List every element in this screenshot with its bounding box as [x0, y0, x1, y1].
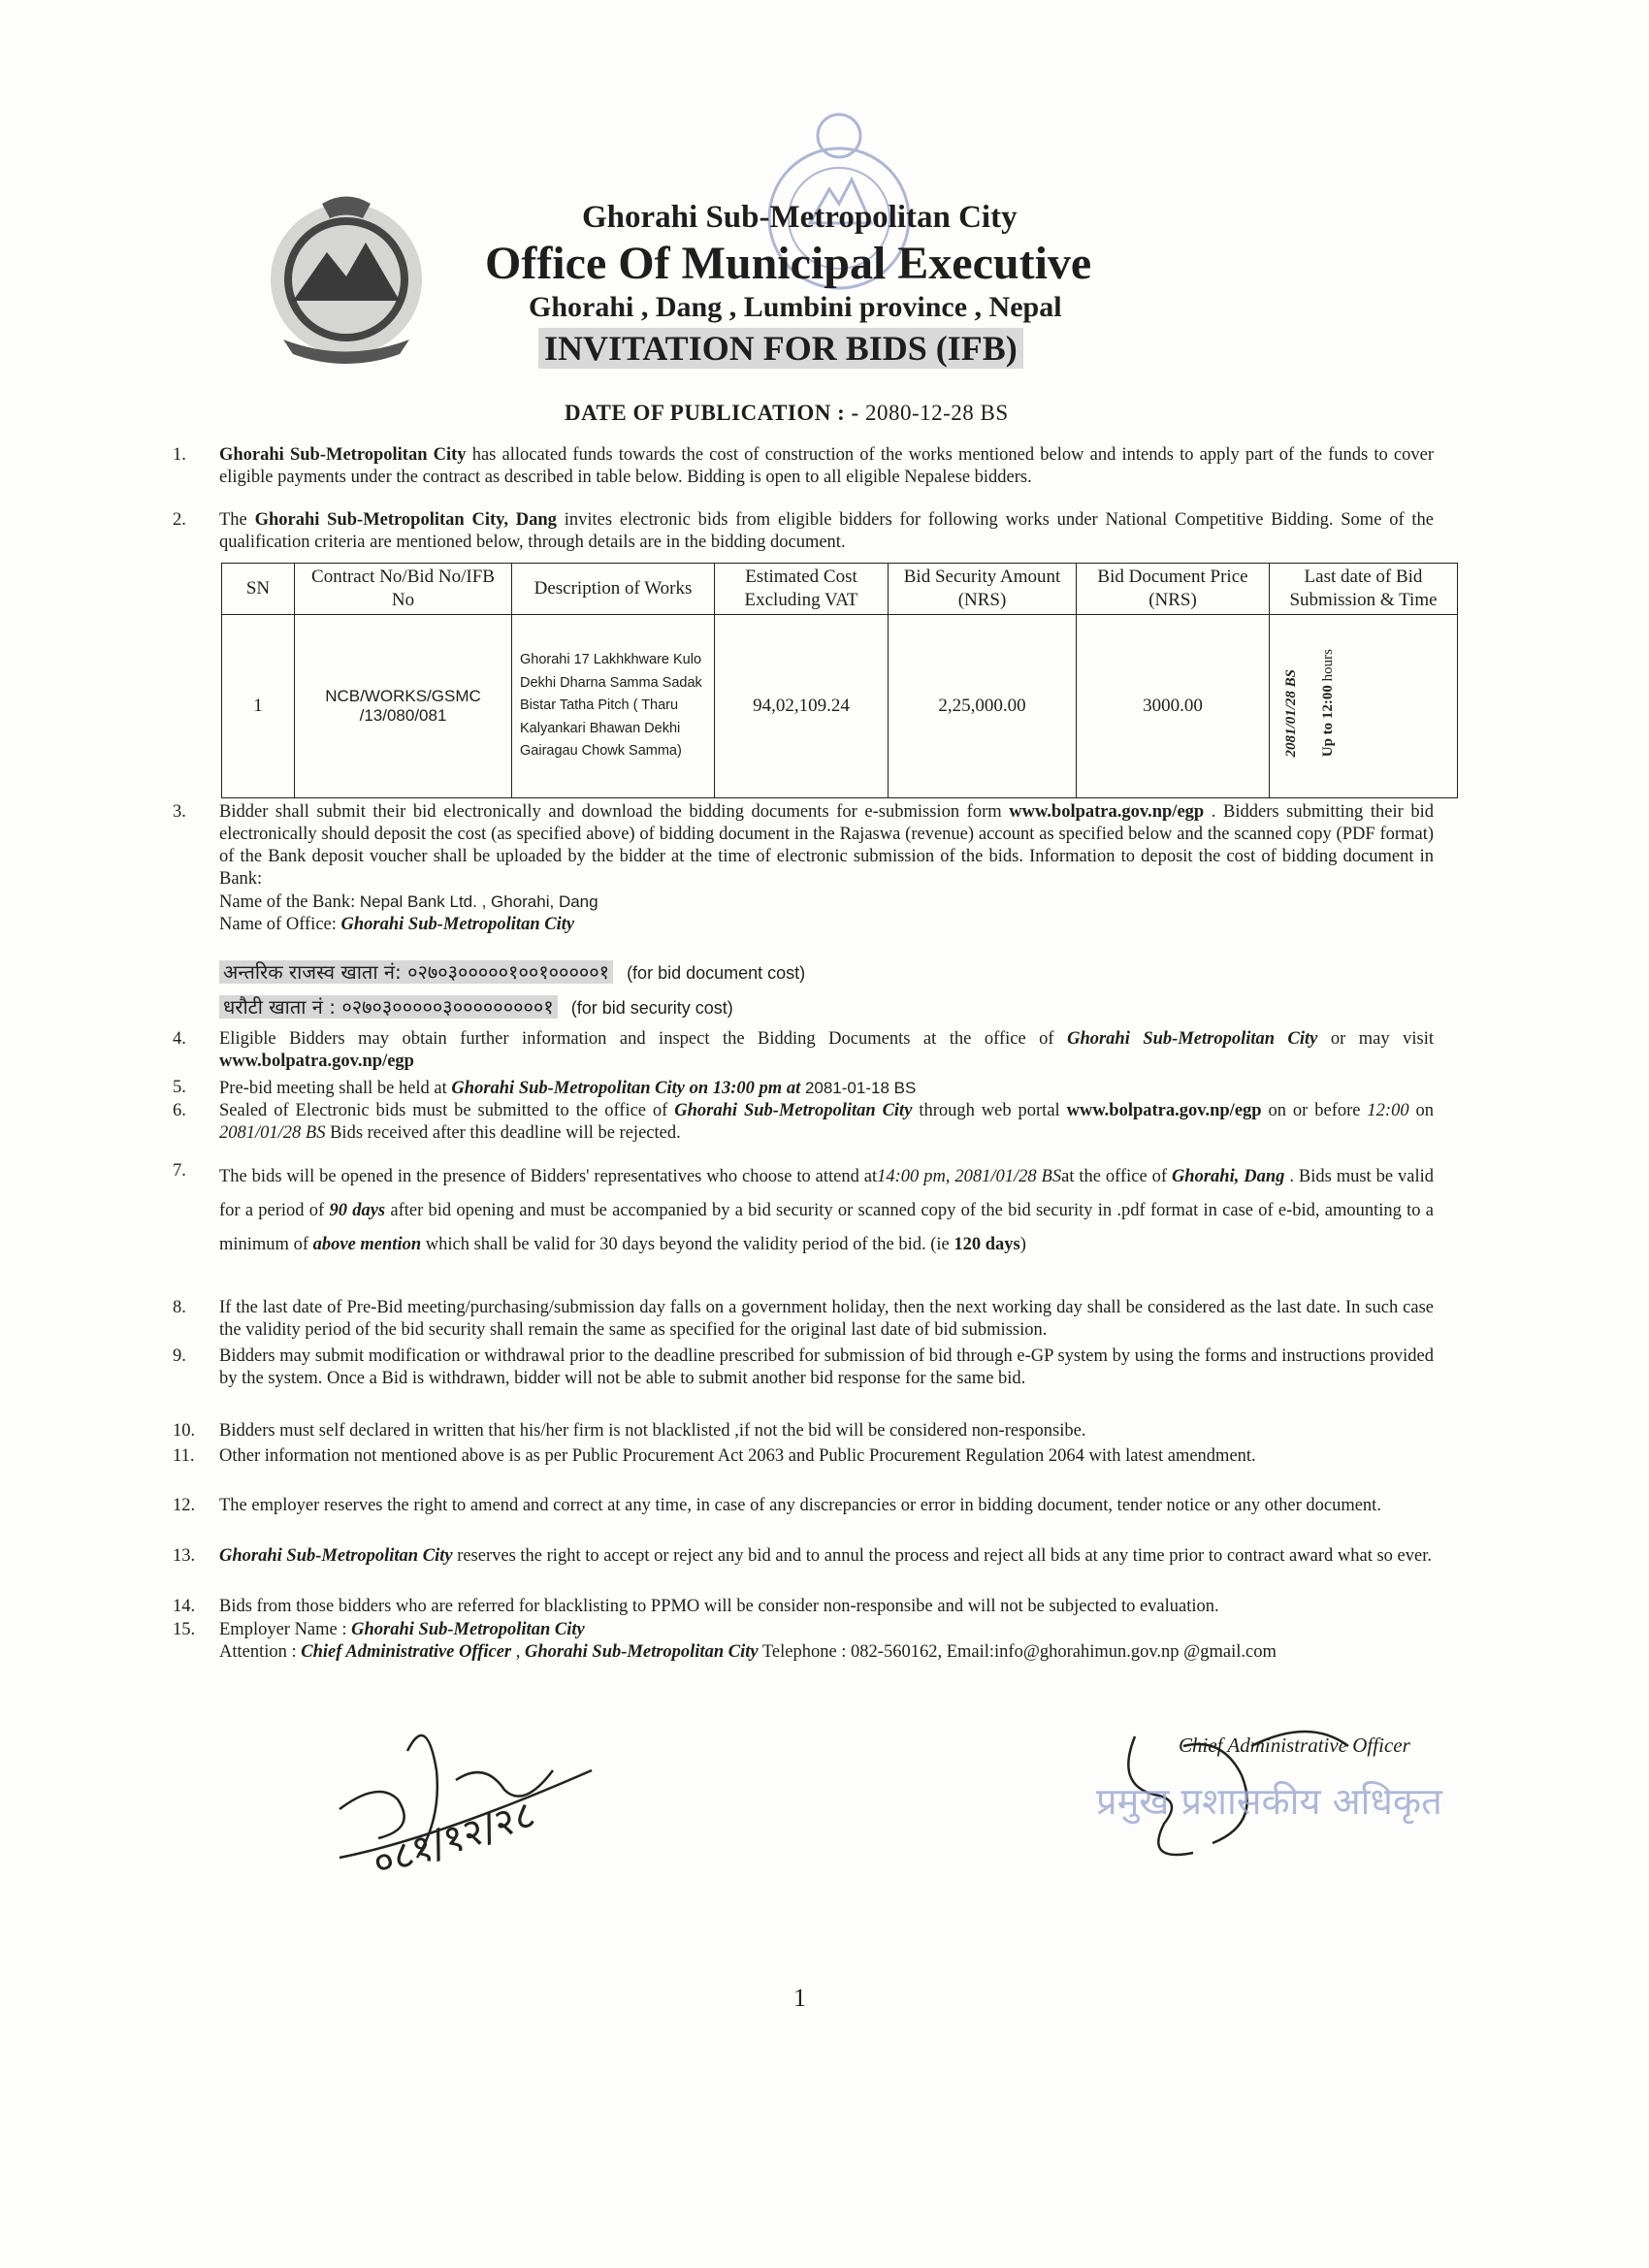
- col-description: Description of Works: [512, 564, 715, 615]
- bolpatra-link[interactable]: www.bolpatra.gov.np/egp: [1066, 1101, 1262, 1120]
- office-address: Ghorahi , Dang , Lumbini province , Nepal: [529, 291, 1062, 323]
- cell-bid-security: 2,25,000.00: [889, 615, 1077, 798]
- col-bid-security: Bid Security Amount (NRS): [889, 564, 1077, 615]
- clause-3: 3. Bidder shall submit their bid electronically and download the bidding documents for e-submission form www.bolpatra.gov.np/egp . Bidders submitting their bid electronically should deposit the cost (as specified above) of bidding document in the Rajaswa (revenue) account as specified below and the scanned copy (PDF format) of the Bank deposit voucher shall be uploaded by the bidder at the time of electronic submission of the bids. Information to deposit the cost of bidding document in Bank: Name of the Bank: Nepal Bank Ltd. , Ghorahi, Dang Name of Office: Ghorahi Sub-Metropolitan City: [173, 802, 1435, 934]
- clause-6: 6. Sealed of Electronic bids must be submitted to the office of Ghorahi Sub-Metropolitan City through web portal www.bolpatra.gov.np/egp on or before 12:00 on 2081/01/28 BS Bids received after this deadline will be rejected.: [173, 1101, 1434, 1143]
- svg-text:०८१/१२/२८: ०८१/१२/२८: [367, 1792, 541, 1887]
- cell-contract: NCB/WORKS/GSMC /13/080/081: [295, 615, 512, 798]
- clause-15: 15. Employer Name : Ghorahi Sub-Metropolitan City Attention : Chief Administrative Officer , Ghorahi Sub-Metropolitan City Telephone : 082-560162, Email:info@ghorahimun.gov.np @gmail.com: [173, 1620, 1277, 1662]
- table-row: [222, 615, 1458, 798]
- clause-9: 9. Bidders may submit modification or withdrawal prior to the deadline prescribed for submission of bid through e-GP system by using the forms and instructions provided by the system. Once a Bid is withdrawn, bidder will not be able to submit another bid response for the same bid.: [173, 1346, 1434, 1388]
- bolpatra-link[interactable]: www.bolpatra.gov.np/egp: [1009, 802, 1205, 822]
- clause-14: 14. Bids from those bidders who are referred for blacklisting to PPMO will be consider non-responsibe and will not be subjected to evaluation.: [173, 1597, 1219, 1616]
- clause-2: 2. The Ghorahi Sub-Metropolitan City, Dang invites electronic bids from eligible bidders for following works under National Competitive Bidding. Some of the qualification criteria are mentioned below, through details are in the bidding document.: [173, 510, 1434, 552]
- signatory-title: Chief Administrative Officer: [1179, 1733, 1410, 1757]
- bolpatra-link[interactable]: www.bolpatra.gov.np/egp: [219, 1052, 414, 1071]
- handwritten-signature-icon: [320, 1693, 611, 1887]
- clause-10: 10. Bidders must self declared in written that his/her firm is not blacklisted ,if not the bid will be considered non-responsibe.: [173, 1421, 1086, 1441]
- office-title: Office Of Municipal Executive: [485, 238, 1092, 289]
- city-name: Ghorahi Sub-Metropolitan City: [582, 200, 1018, 235]
- col-doc-price: Bid Document Price (NRS): [1077, 564, 1270, 615]
- bid-table: [221, 563, 1458, 798]
- page-number: 1: [793, 1984, 806, 2012]
- clause-7: 7. The bids will be opened in the presence of Bidders' representatives who choose to attend at14:00 pm, 2081/01/28 BSat the office of Ghorahi, Dang . Bids must be valid for a period of 90 days after bid opening and must be accompanied by a bid security or scanned copy of the bid security in .pdf format in case of e-bid, amounting to a minimum of above mention which shall be valid for 30 days beyond the validity period of the bid. (ie 120 days): [173, 1161, 1434, 1254]
- publication-date: DATE OF PUBLICATION : - 2080-12-28 BS: [565, 401, 1009, 425]
- clause-8: 8. If the last date of Pre-Bid meeting/purchasing/submission day falls on a government holiday, then the next working day shall be considered as the last date. In such case the validity period of the bid security shall remain the same as specified for the original last date of bid submission.: [173, 1298, 1434, 1340]
- clause-13: 13. Ghorahi Sub-Metropolitan City reserves the right to accept or reject any bid and to annul the process and reject all bids at any time prior to contract award what so ever.: [173, 1546, 1432, 1566]
- cell-doc-price: 3000.00: [1077, 615, 1270, 798]
- col-last-date: Last date of Bid Submission & Time: [1270, 564, 1458, 615]
- clause-12: 12. The employer reserves the right to amend and correct at any time, in case of any discrepancies or error in bidding document, tender notice or any other document.: [173, 1496, 1381, 1515]
- cell-estimated-cost: 94,02,109.24: [715, 615, 889, 798]
- cell-description: Ghorahi 17 Lakhkhware Kulo Dekhi Dharna Samma Sadak Bistar Tatha Pitch ( Tharu Kalyankari Bhawan Dekhi Gairagau Chowk Samma): [512, 615, 715, 798]
- col-contract: Contract No/Bid No/IFB No: [295, 564, 512, 615]
- cell-sn: 1: [222, 615, 295, 798]
- clause-1: 1. Ghorahi Sub-Metropolitan City has allocated funds towards the cost of construction of the works mentioned below and intends to apply part of the funds to cover eligible payments under the contract as described in table below. Bidding is open to all eligible Nepalese bidders.: [173, 445, 1435, 487]
- col-estimated-cost: Estimated Cost Excluding VAT: [715, 564, 889, 615]
- clause-11: 11. Other information not mentioned above is as per Public Procurement Act 2063 and Public Procurement Regulation 2064 with latest amendment.: [173, 1446, 1256, 1466]
- clause-4: 4. Eligible Bidders may obtain further information and inspect the Bidding Documents at the office of Ghorahi Sub-Metropolitan City or may visit www.bolpatra.gov.np/egp: [173, 1029, 1434, 1071]
- deposit-account: धरौटी खाता नं : ०२७०३०००००३०००००००००१ (for bid security cost): [219, 993, 733, 1020]
- revenue-account: अन्तरिक राजस्व खाता नं: ०२७०३०००००१००१०००००१ (for bid document cost): [219, 958, 805, 985]
- table-header-row: [222, 564, 1458, 615]
- col-sn: SN: [222, 564, 295, 615]
- office-seal-text: प्रमुख प्रशासकीय अधिकृत: [1096, 1780, 1442, 1823]
- clause-5: 5. Pre-bid meeting shall be held at Ghorahi Sub-Metropolitan City on 13:00 pm at 2081-01-18 BS: [173, 1078, 917, 1098]
- notice-title: INVITATION FOR BIDS (IFB): [538, 328, 1023, 369]
- cell-last-date: 2081/01/28 BS Up to 12:00 hours: [1270, 615, 1458, 798]
- nepal-emblem-icon: [254, 184, 438, 369]
